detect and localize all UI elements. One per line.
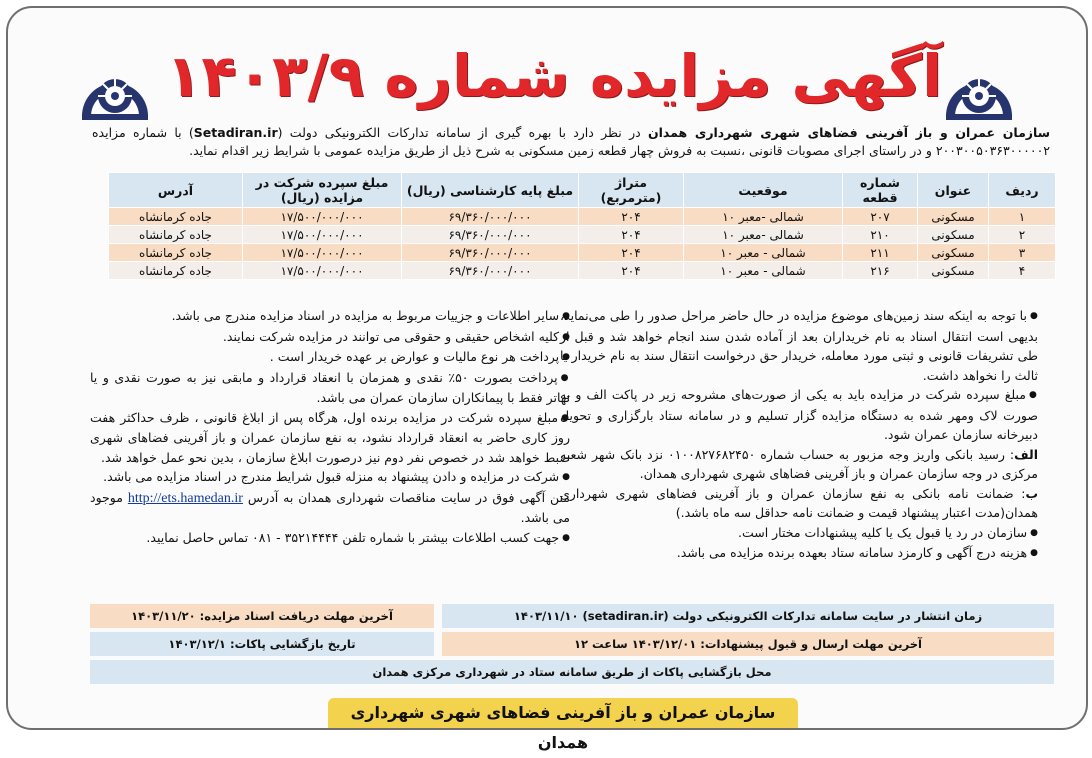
- col-header-deposit: مبلغ سپرده شرکت در مزایده (ریال): [243, 173, 402, 208]
- table-row: [109, 226, 1056, 244]
- table-header-row: [109, 173, 1056, 208]
- option-b-label: ب: [1025, 485, 1038, 501]
- info-row-2: [90, 632, 1054, 656]
- cell-address: جاده کرمانشاه: [109, 226, 243, 244]
- condition-option-b: [560, 484, 1038, 523]
- cell-base-price: ۶۹/۳۶۰/۰۰۰/۰۰۰: [402, 244, 579, 262]
- footer-organization: سازمان عمران و باز آفرینی فضاهای شهری شهرداری همدان: [328, 698, 798, 728]
- col-header-area: متراژ (مترمربع): [579, 173, 684, 208]
- intro-site: Setadiran.ir: [193, 125, 278, 140]
- condition-deposit: ● مبلغ سپرده شرکت در مزایده باید به یکی از صورت‌های مشروحه زیر در پاکت الف و به صورت لاک ومهر شده به دستگاه مزایده گزار تسلیم و در سامانه ستاد بارگزاری و تحویل دبیرخانه سازمان عمران شود.: [560, 385, 1038, 445]
- cell-row-number: ۲: [989, 226, 1056, 244]
- doc-deadline: آخرین مهلت دریافت اسناد مزایده: ۱۴۰۳/۱۱/۲۰: [90, 604, 434, 628]
- cell-location: شمالی - معبر ۱۰: [684, 262, 843, 280]
- cell-title: مسکونی: [918, 226, 989, 244]
- cell-base-price: ۶۹/۳۶۰/۰۰۰/۰۰۰: [402, 226, 579, 244]
- condition-deed: ● با توجه به اینکه سند زمین‌های موضوع مزایده در حال حاضر مراحل صدور را طی می‌نماید، بدیهی است انتقال اسناد به نام خریداران بعد از آماده شدن سند انجام خواهد شد و قبل از طی تشریفات قانونی و ثبتی مورد معامله، خریدار حق درخواست انتقال سند به نام خریدار یا ثالث را نخواهد داشت.: [560, 306, 1038, 385]
- info-row-1: [90, 604, 1054, 628]
- condition-payment: ● پرداخت بصورت ۵۰٪ نقدی و همزمان با انعقاد قرارداد و مابقی نیز به صورت نقدی و یا تهاتر فقط با پیمانکاران سازمان عمران می باشد.: [90, 368, 570, 408]
- intro-org-name: سازمان عمران و باز آفرینی فضاهای شهری شهرداری همدان: [647, 125, 1050, 140]
- condition-phone: ● جهت کسب اطلاعات بیشتر با شماره تلفن ۳۵۲۱۴۴۴۴ - ۰۸۱ تماس حاصل نمایید.: [90, 528, 570, 549]
- condition-forfeit: ● مبلغ سپرده شرکت در مزایده برنده اول، هرگاه پس از ابلاغ قانونی ، ظرف حداکثر هفت روز کاری حاضر به انعقاد قرارداد نشود، به نفع سازمان عمران و باز آفرینی فضاهای شهری ضبط خواهد شد در خصوص نفر دوم نیز درصورت ابلاغ سازمان ، بدین نحو عمل خواهد شد.: [90, 408, 570, 468]
- col-header-base-price: مبلغ پایه کارشناسی (ریال): [402, 173, 579, 208]
- col-header-plot-number: شماره قطعه: [843, 173, 918, 208]
- opening-place: محل بازگشایی پاکات از طریق سامانه ستاد در شهرداری مرکزی همدان: [90, 660, 1054, 684]
- condition-eligibility: ● کلیه اشخاص حقیقی و حقوقی می توانند در مزایده شرکت نمایند.: [90, 327, 570, 348]
- cell-row-number: ۳: [989, 244, 1056, 262]
- conditions-right-column: [560, 306, 1038, 564]
- submit-deadline: آخرین مهلت ارسال و قبول پیشنهادات: ۱۴۰۳/۱۲/۰۱ ساعت ۱۲: [442, 632, 1054, 656]
- cell-address: جاده کرمانشاه: [109, 208, 243, 226]
- cell-location: شمالی -معبر ۱۰: [684, 208, 843, 226]
- cell-location: شمالی -معبر ۱۰: [684, 226, 843, 244]
- col-header-title: عنوان: [918, 173, 989, 208]
- cell-row-number: ۱: [989, 208, 1056, 226]
- col-header-location: موقعیت: [684, 173, 843, 208]
- table-row: [109, 208, 1056, 226]
- cell-title: مسکونی: [918, 208, 989, 226]
- cell-area: ۲۰۴: [579, 244, 684, 262]
- option-b-text: : ضمانت نامه بانکی به نفع سازمان عمران و باز آفرینی فضاهای شهری شهرداری همدان(مدت اعتبار پیشنهاد قیمت و ضمانت نامه حداقل سه ماه باشد.): [560, 485, 1038, 520]
- website-text-a: متن آگهی فوق در سایت مناقصات شهرداری همدان به آدرس: [242, 489, 570, 505]
- table-row: [109, 244, 1056, 262]
- cell-area: ۲۰۴: [579, 262, 684, 280]
- condition-option-a: [560, 445, 1038, 484]
- cell-plot-number: ۲۰۷: [843, 208, 918, 226]
- cell-deposit: ۱۷/۵۰۰/۰۰۰/۰۰۰: [243, 208, 402, 226]
- cell-address: جاده کرمانشاه: [109, 262, 243, 280]
- cell-row-number: ۴: [989, 262, 1056, 280]
- publish-date: زمان انتشار در سایت سامانه تدارکات الکترونیکی دولت (setadiran.ir) ۱۴۰۳/۱۱/۱۰: [442, 604, 1054, 628]
- cell-area: ۲۰۴: [579, 226, 684, 244]
- cell-title: مسکونی: [918, 244, 989, 262]
- cell-deposit: ۱۷/۵۰۰/۰۰۰/۰۰۰: [243, 244, 402, 262]
- cell-base-price: ۶۹/۳۶۰/۰۰۰/۰۰۰: [402, 208, 579, 226]
- cell-address: جاده کرمانشاه: [109, 244, 243, 262]
- cell-area: ۲۰۴: [579, 208, 684, 226]
- col-header-row-number: ردیف: [989, 173, 1056, 208]
- condition-ad-cost: ● هزینه درج آگهی و کارمزد سامانه ستاد بعهده برنده مزایده می باشد.: [560, 543, 1038, 564]
- cell-base-price: ۶۹/۳۶۰/۰۰۰/۰۰۰: [402, 262, 579, 280]
- title-banner: [104, 38, 1004, 116]
- condition-reject-right: ● سازمان در رد یا قبول یک یا کلیه پیشنهادات مختار است.: [560, 523, 1038, 544]
- cell-title: مسکونی: [918, 262, 989, 280]
- intro-text-b: ) با شماره مزایده ۲۰۰۳۰۰۵۰۳۶۳۰۰۰۰۰۲ و در راستای اجرای مصوبات قانونی ،نسبت به فروش چهار قطعه زمین مسکونی به شرح ذیل از طریق مزایده عمومی با شرایط زیر اقدام نماید.: [92, 125, 1050, 158]
- condition-acceptance: ● شرکت در مزایده و دادن پیشنهاد به منزله قبول شرایط مندرج در اسناد مزایده می باشد.: [90, 467, 570, 488]
- condition-website: [90, 488, 570, 528]
- notice-frame: [6, 6, 1088, 752]
- option-a-text: : رسید بانکی واریز وجه مزبور به حساب شماره ۰۱۰۰۸۲۷۶۸۲۴۵۰ نزد بانک شهر شعبه مرکزی در وجه سازمان عمران و باز آفرینی فضاهای شهری شهرداری همدان.: [560, 446, 1038, 481]
- ets-link[interactable]: http://ets.hamedan.ir: [127, 490, 243, 506]
- cell-plot-number: ۲۱۰: [843, 226, 918, 244]
- option-a-label: الف: [1014, 446, 1038, 462]
- cell-deposit: ۱۷/۵۰۰/۰۰۰/۰۰۰: [243, 262, 402, 280]
- col-header-address: آدرس: [109, 173, 243, 208]
- cell-deposit: ۱۷/۵۰۰/۰۰۰/۰۰۰: [243, 226, 402, 244]
- cell-plot-number: ۲۱۶: [843, 262, 918, 280]
- website-text-b: موجود می باشد.: [90, 489, 570, 525]
- table-row: [109, 262, 1056, 280]
- condition-taxes: ● پرداخت هر نوع مالیات و عوارض بر عهده خریدار است .: [90, 347, 570, 368]
- intro-paragraph: [92, 124, 1050, 160]
- lots-table: [108, 172, 1056, 280]
- intro-text-a: در نظر دارد با بهره گیری از سامانه تدارکات الکترونیکی دولت (: [277, 125, 648, 140]
- conditions-left-column: [90, 306, 570, 548]
- opening-date: تاریخ بازگشایی پاکات: ۱۴۰۳/۱۲/۱: [90, 632, 434, 656]
- condition-details: ● سایر اطلاعات و جزییات مربوط به مزایده در اسناد مزایده مندرج می باشد.: [90, 306, 570, 327]
- cell-location: شمالی - معبر ۱۰: [684, 244, 843, 262]
- notice-title: آگهی مزایده شماره ۱۴۰۳/۹: [165, 42, 943, 110]
- cell-plot-number: ۲۱۱: [843, 244, 918, 262]
